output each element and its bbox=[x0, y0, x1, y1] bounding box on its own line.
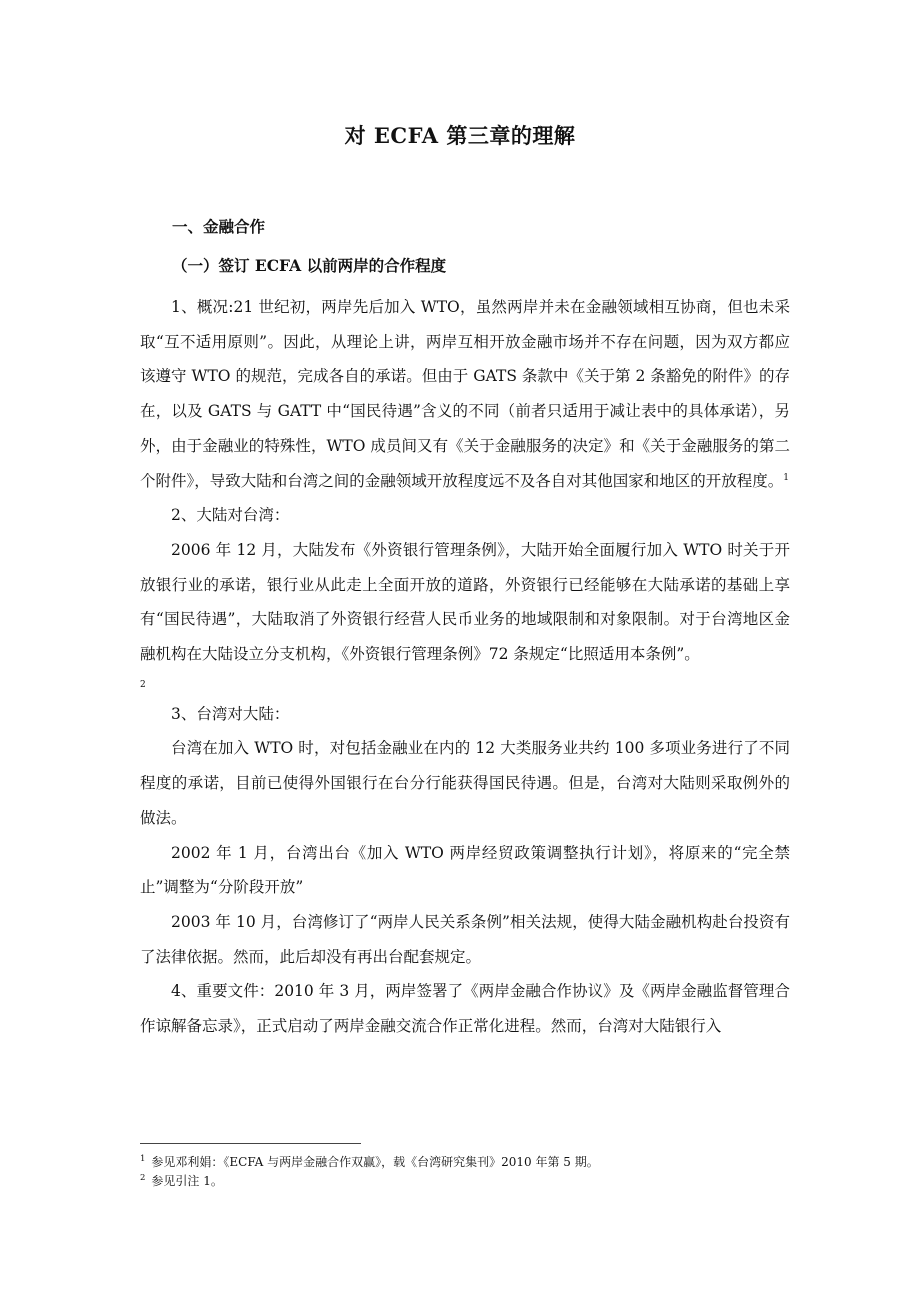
paragraph-key-documents: 4、重要文件：2010 年 3 月，两岸签署了《两岸金融合作协议》及《两岸金融监督管理合作谅解备忘录》，正式启动了两岸金融交流合作正常化进程。然而，台湾对大陆银行入 bbox=[140, 982, 790, 1036]
footnote-ref: 1 bbox=[783, 472, 789, 483]
footnote-number: 2 bbox=[140, 1173, 146, 1183]
paragraph-taiwan-heading: 3、台湾对大陆： bbox=[171, 704, 290, 723]
paragraph-text: 1、概况:21 世纪初，两岸先后加入 WTO，虽然两岸并未在金融领域相互协商，但也未采取“互不适用原则”。因此，从理论上讲，两岸互相开放金融市场并不存在问题，因为双方都应该遵守 WTO 的规范，完成各自的承诺。但由于 GATS 条款中《关于第 2 条豁免的附件》的存在，以及 GATS 与 GATT 中“国民待遇”含义的不同（前者只适用于减让表中的具体承诺），另外，由于金融业的特殊性，WTO 成员间又有《关于金融服务的决定》和《关于金融服务的第二个附件》，导致大陆和台湾之间的金融领域开放程度远不及各自对其他国家和地区的开放程度。 bbox=[140, 298, 790, 490]
footnote-text: 参见邓利娟：《ECFA 与两岸金融合作双赢》，载《台湾研究集刊》2010 年第 5 期。 bbox=[151, 1155, 599, 1169]
document-title: 对 ECFA 第三章的理解 bbox=[344, 123, 576, 148]
paragraph-mainland-heading: 2、大陆对台湾： bbox=[171, 506, 290, 525]
paragraph-mainland: 2006 年 12 月，大陆发布《外资银行管理条例》，大陆开始全面履行加入 WTO 时关于开放银行业的承诺，银行业从此走上全面开放的道路，外资银行已经能够在大陆承诺的基础上享有“国民待遇”，大陆取消了外资银行经营人民币业务的地域限制和对象限制。对于台湾地区金融机构在大陆设立分支机构，《外资银行管理条例》72 条规定“比照适用本条例”。 bbox=[140, 540, 790, 664]
footnotes bbox=[140, 1153, 790, 1191]
paragraph-overview bbox=[140, 290, 790, 498]
footnote-item bbox=[140, 1153, 790, 1172]
footnote-text: 参见引注 1。 bbox=[151, 1174, 223, 1188]
paragraph-footnote-line bbox=[140, 672, 790, 697]
subsection-heading: （一）签订 ECFA 以前两岸的合作程度 bbox=[172, 256, 447, 275]
footnote-divider bbox=[140, 1143, 361, 1144]
document-body bbox=[140, 290, 790, 1044]
footnote-ref: 2 bbox=[140, 679, 146, 690]
paragraph-taiwan: 台湾在加入 WTO 时，对包括金融业在内的 12 大类服务业共约 100 多项业务进行了不同程度的承诺，目前已使得外国银行在台分行能获得国民待遇。但是，台湾对大陆则采取例外的做法。 bbox=[140, 739, 790, 827]
footnote-number: 1 bbox=[140, 1154, 146, 1164]
paragraph-2002: 2002 年 1 月，台湾出台《加入 WTO 两岸经贸政策调整执行计划》，将原来的“完全禁止”调整为“分阶段开放” bbox=[140, 843, 790, 897]
section-heading: 一、金融合作 bbox=[172, 217, 266, 236]
paragraph-2003: 2003 年 10 月，台湾修订了“两岸人民关系条例”相关法规，使得大陆金融机构赴台投资有了法律依据。然而，此后却没有再出台配套规定。 bbox=[140, 912, 790, 966]
footnote-item bbox=[140, 1172, 790, 1191]
